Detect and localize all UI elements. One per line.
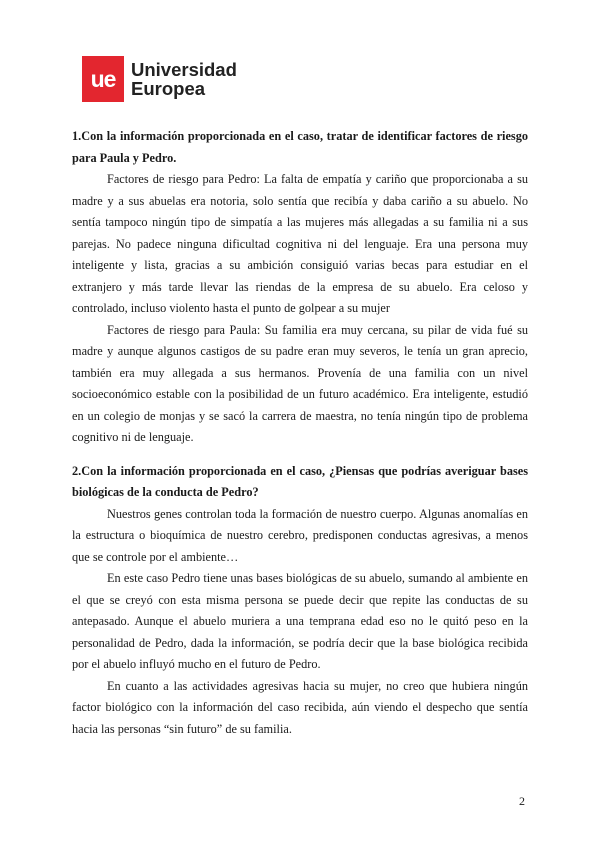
logo-line-1: Universidad (131, 59, 237, 80)
section-1-paragraph-pedro: Factores de riesgo para Pedro: La falta de empatía y cariño que proporcionaba a su madre y a sus abuelas era notoria, solo sentía que recibía y daba cariño a su abuelo. No sentía tampoco ningún tipo de simpatía a las mujeres más allegadas a su familia ni a sus parejas. No padece ninguna dificultad cognitiva ni del lenguaje. Era una persona muy inteligente y lista, gracias a su ambición consiguió varias becas para estudiar en el extranjero y más tarde llevar las riendas de la empresa de su abuelo. Era celoso y controlado, incluso violento hasta el punto de golpear a su mujer (72, 172, 528, 315)
section-2-paragraph-grandfather: En este caso Pedro tiene unas bases biológicas de su abuelo, sumando al ambiente en el que se creyó con esta misma persona se puede decir que repite las conductas de su antepasado. Aunque el abuelo muriera a una temprana edad eso no le quitó peso en la personalidad de Pedro, dada la información, se podría decir que la base biológica recibida por el abuelo influyó mucho en el futuro de Pedro. (72, 571, 528, 671)
page-number: 2 (519, 794, 525, 808)
section-2-heading: 2.Con la información proporcionada en el caso, ¿Piensas que podrías averiguar bases biológicas de la conducta de Pedro? (72, 463, 528, 499)
logo-text (131, 60, 237, 98)
section-1 (72, 126, 528, 449)
section-2 (72, 461, 528, 741)
logo-line-2: Europea (131, 78, 206, 99)
section-2-paragraph-aggression: En cuanto a las actividades agresivas hacia su mujer, no creo que hubiera ningún factor biológico con la información del caso recibida, aún viendo el despecho que sentía hacia las personas “sin futuro” de su familia. (72, 678, 528, 736)
section-1-paragraph-paula: Factores de riesgo para Paula: Su familia era muy cercana, su pilar de vida fué su madre y aunque algunos castigos de su padre eran muy severos, le tenía un gran aprecio, también era muy allegada a sus hermanos. Provenía de una familia con un nivel socioeconómico estable con la posibilidad de un futuro académico. Era inteligente, estudió en un colegio de monjas y se sacó la carrera de maestra, no tenía ningún tipo de problema cognitivo ni de lenguaje. (72, 322, 528, 444)
university-logo (82, 56, 237, 102)
logo-mark: ue (82, 56, 124, 102)
document-body (72, 126, 528, 740)
section-2-paragraph-genes: Nuestros genes controlan toda la formación de nuestro cuerpo. Algunas anomalías en la estructura o bioquímica de nuestro cerebro, predisponen conductas agresivas, a menos que se controle por el ambiente… (72, 506, 528, 564)
section-1-heading: 1.Con la información proporcionada en el caso, tratar de identificar factores de riesgo para Paula y Pedro. (72, 129, 528, 165)
